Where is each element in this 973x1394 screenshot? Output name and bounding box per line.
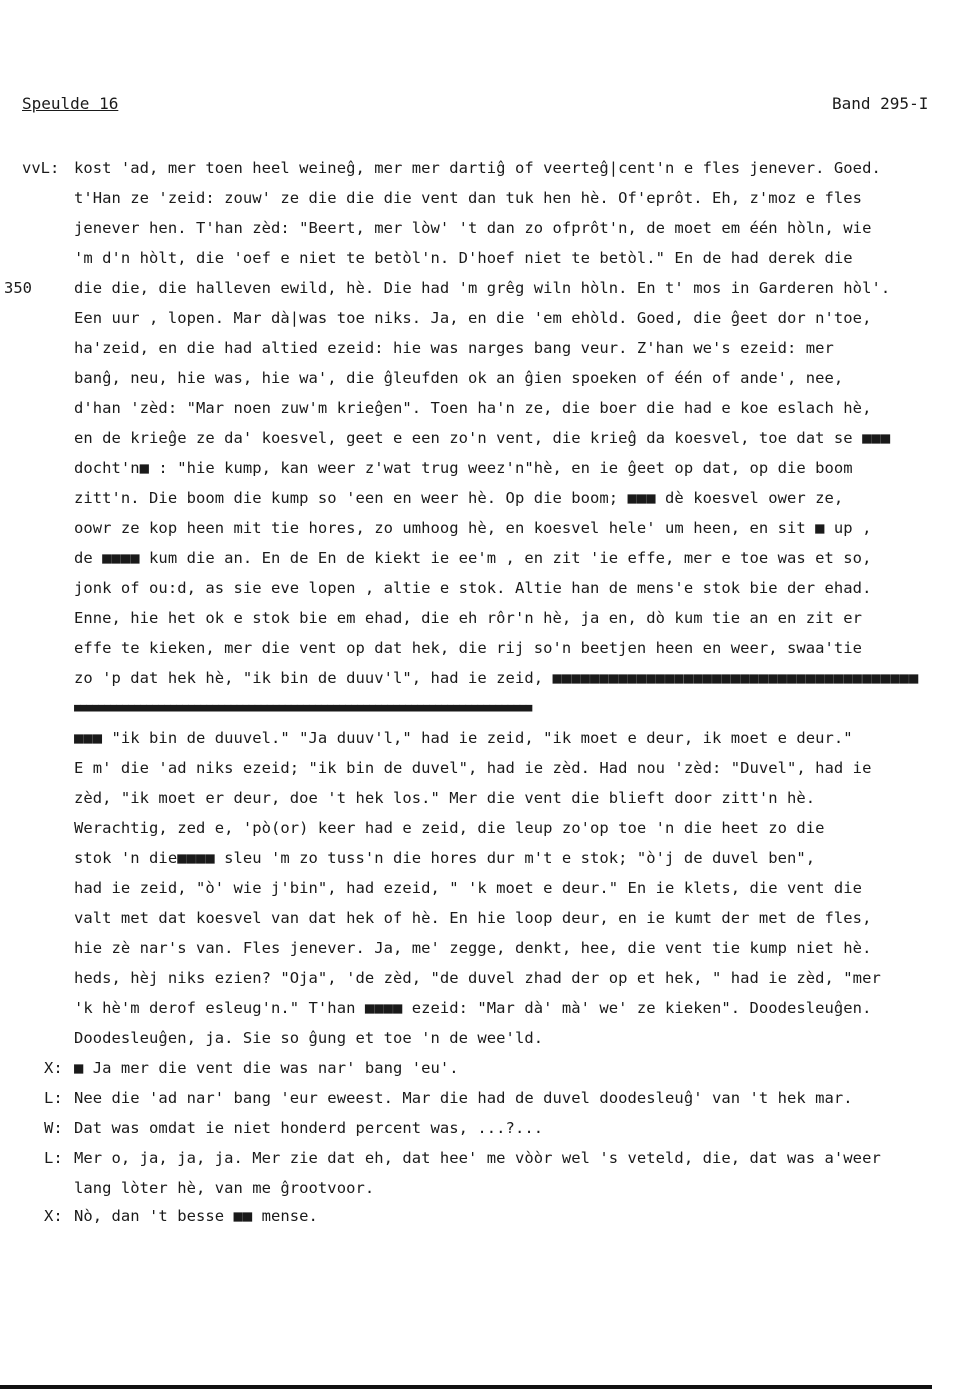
dialogue-line: lang lòter hè, van me ĝrootvoor.: [74, 1179, 375, 1197]
transcript-line: docht'n■ : "hie kump, kan weer z'wat trug weez'n"hè, en ie ĝeet op dat, op die boom: [74, 459, 853, 477]
transcript-line: d'han 'zèd: "Mar noen zuw'm krieĝen". Toen ha'n ze, die boer die had e koe eslach hè,: [74, 399, 872, 417]
transcript-line: zo 'p dat hek hè, "ik bin de duuv'l", had ie zeid, ■■■■■■■■■■■■■■■■■■■■■■■■■■■■■■■■■■■■■■■: [74, 669, 919, 687]
speaker-label: L:: [44, 1149, 63, 1167]
transcript-line: had ie zeid, "ò' wie j'bin", had ezeid, " 'k moet e deur." En ie klets, die vent die: [74, 879, 863, 897]
speaker-label: vvL:: [22, 159, 60, 177]
transcript-line: 'm d'n hòlt, die 'oef e niet te betòl'n. D'hoef niet te betòl." En de had derek die: [74, 249, 853, 267]
transcript-line: heds, hèj niks ezien? "Oja", 'de zèd, "de duvel zhad der op et hek, " had ie zèd, "mer: [74, 969, 881, 987]
transcript-line: t'Han ze 'zeid: zouw' ze die die die vent dan tuk hen hè. Of'eprôt. Eh, z'moz e fles: [74, 189, 863, 207]
transcript-line: effe te kieken, mer die vent op dat hek, die rij so'n beetjen heen en weer, swaa'tie: [74, 639, 863, 657]
bottom-rule: [0, 1385, 932, 1389]
dialogue-line: ■ Ja mer die vent die was nar' bang 'eu'.: [74, 1059, 459, 1077]
transcript-line: die die, die halleven ewild, hè. Die had 'm grêg wiln hòln. En t' mos in Garderen hòl'.: [74, 279, 891, 297]
transcript-line: kost 'ad, mer toen heel weineĝ, mer mer dartiĝ of veerteĝ|cent'n e fles jenever. Goed.: [74, 159, 881, 177]
transcript-line: Werachtig, zed e, 'pò(or) keer had e zeid, die leup zo'op toe 'n die heet zo die: [74, 819, 825, 837]
dialogue-line: Nò, dan 't besse ■■ mense.: [74, 1207, 318, 1225]
transcript-line: Een uur , lopen. Mar dà|was toe niks. Ja, en die 'em ehòld. Goed, die ĝeet dor n'toe,: [74, 309, 872, 327]
transcript-line: hie zè nar's van. Fles jenever. Ja, me' zegge, denkt, hee, die vent tie kump niet hè.: [74, 939, 872, 957]
transcript-line: valt met dat koesvel van dat hek of hè. En hie loop deur, en ie kumt der met de fles,: [74, 909, 872, 927]
speaker-label: W:: [44, 1119, 63, 1137]
transcript-line: zèd, "ik moet er deur, doe 't hek los." Mer die vent die blieft door zitt'n hè.: [74, 789, 816, 807]
transcript-line: de ■■■■ kum die an. En de En de kiekt ie ee'm , en zit 'ie effe, mer e toe was et so,: [74, 549, 872, 567]
speaker-label: L:: [44, 1089, 63, 1107]
transcript-line: jenever hen. T'han zèd: "Beert, mer lòw' 't dan zo ofprôt'n, de moet em één hòln, wie: [74, 219, 872, 237]
transcript-line: zitt'n. Die boom die kump so 'een en weer hè. Op die boom; ■■■ dè koesvel ower ze,: [74, 489, 844, 507]
transcript-line: jonk of ou:d, as sie eve lopen , altie e stok. Altie han de mens'e stok bie der ehad.: [74, 579, 872, 597]
header-location: Speulde 16: [22, 94, 119, 113]
dialogue-line: Nee die 'ad nar' bang 'eur eweest. Mar die had de duvel doodesleuĝ' van 't hek mar.: [74, 1089, 853, 1107]
transcript-line: ■■■ "ik bin de duuvel." "Ja duuv'l," had ie zeid, "ik moet e deur, ik moet e deur.": [74, 729, 853, 747]
speaker-label: X:: [44, 1207, 63, 1225]
transcript-line: Doodesleuĝen, ja. Sie so ĝung et toe 'n de wee'ld.: [74, 1029, 544, 1047]
transcript-line: stok 'n die■■■■ sleu 'm zo tuss'n die hores dur m't e stok; "ò'j de duvel ben",: [74, 849, 816, 867]
dialogue-line: Mer o, ja, ja, ja. Mer zie dat eh, dat hee' me vòòr wel 's veteld, die, dat was a'weer: [74, 1149, 881, 1167]
transcript-line: banĝ, neu, hie was, hie wa', die ĝleufden ok an ĝien spoeken of één of ande', nee,: [74, 369, 844, 387]
margin-line-number: 350: [4, 279, 32, 297]
transcript-line: ha'zeid, en die had altied ezeid: hie was narges bang veur. Z'han we's ezeid: mer: [74, 339, 834, 357]
struck-out-line: ■■■■■■■■■■■■■■■■■■■■■■■■■■■■■■■■■■■■■■■■■■■■■■■■■■■■■■■■■■■■■■■■■■■■■■■■■■■■: [74, 701, 532, 714]
transcript-line: en de krieĝe ze da' koesvel, geet e een zo'n vent, die krieĝ da koesvel, toe dat se ■■■: [74, 429, 891, 447]
transcript-line: 'k hè'm derof esleug'n." T'han ■■■■ ezeid: "Mar dà' mà' we' ze kieken". Doodesleuĝen.: [74, 999, 872, 1017]
transcript-line: oowr ze kop heen mit tie hores, zo umhoog hè, en koesvel hele' um heen, en sit ■ up ,: [74, 519, 872, 537]
header-tape-number: Band 295-I: [832, 94, 929, 113]
transcript-line: Enne, hie het ok e stok bie em ehad, die eh rôr'n hè, ja en, dò kum tie an en zit er: [74, 609, 863, 627]
speaker-label: X:: [44, 1059, 63, 1077]
dialogue-line: Dat was omdat ie niet honderd percent was, ...?...: [74, 1119, 544, 1137]
transcript-line: E m' die 'ad niks ezeid; "ik bin de duvel", had ie zèd. Had nou 'zèd: "Duvel", had ie: [74, 759, 872, 777]
